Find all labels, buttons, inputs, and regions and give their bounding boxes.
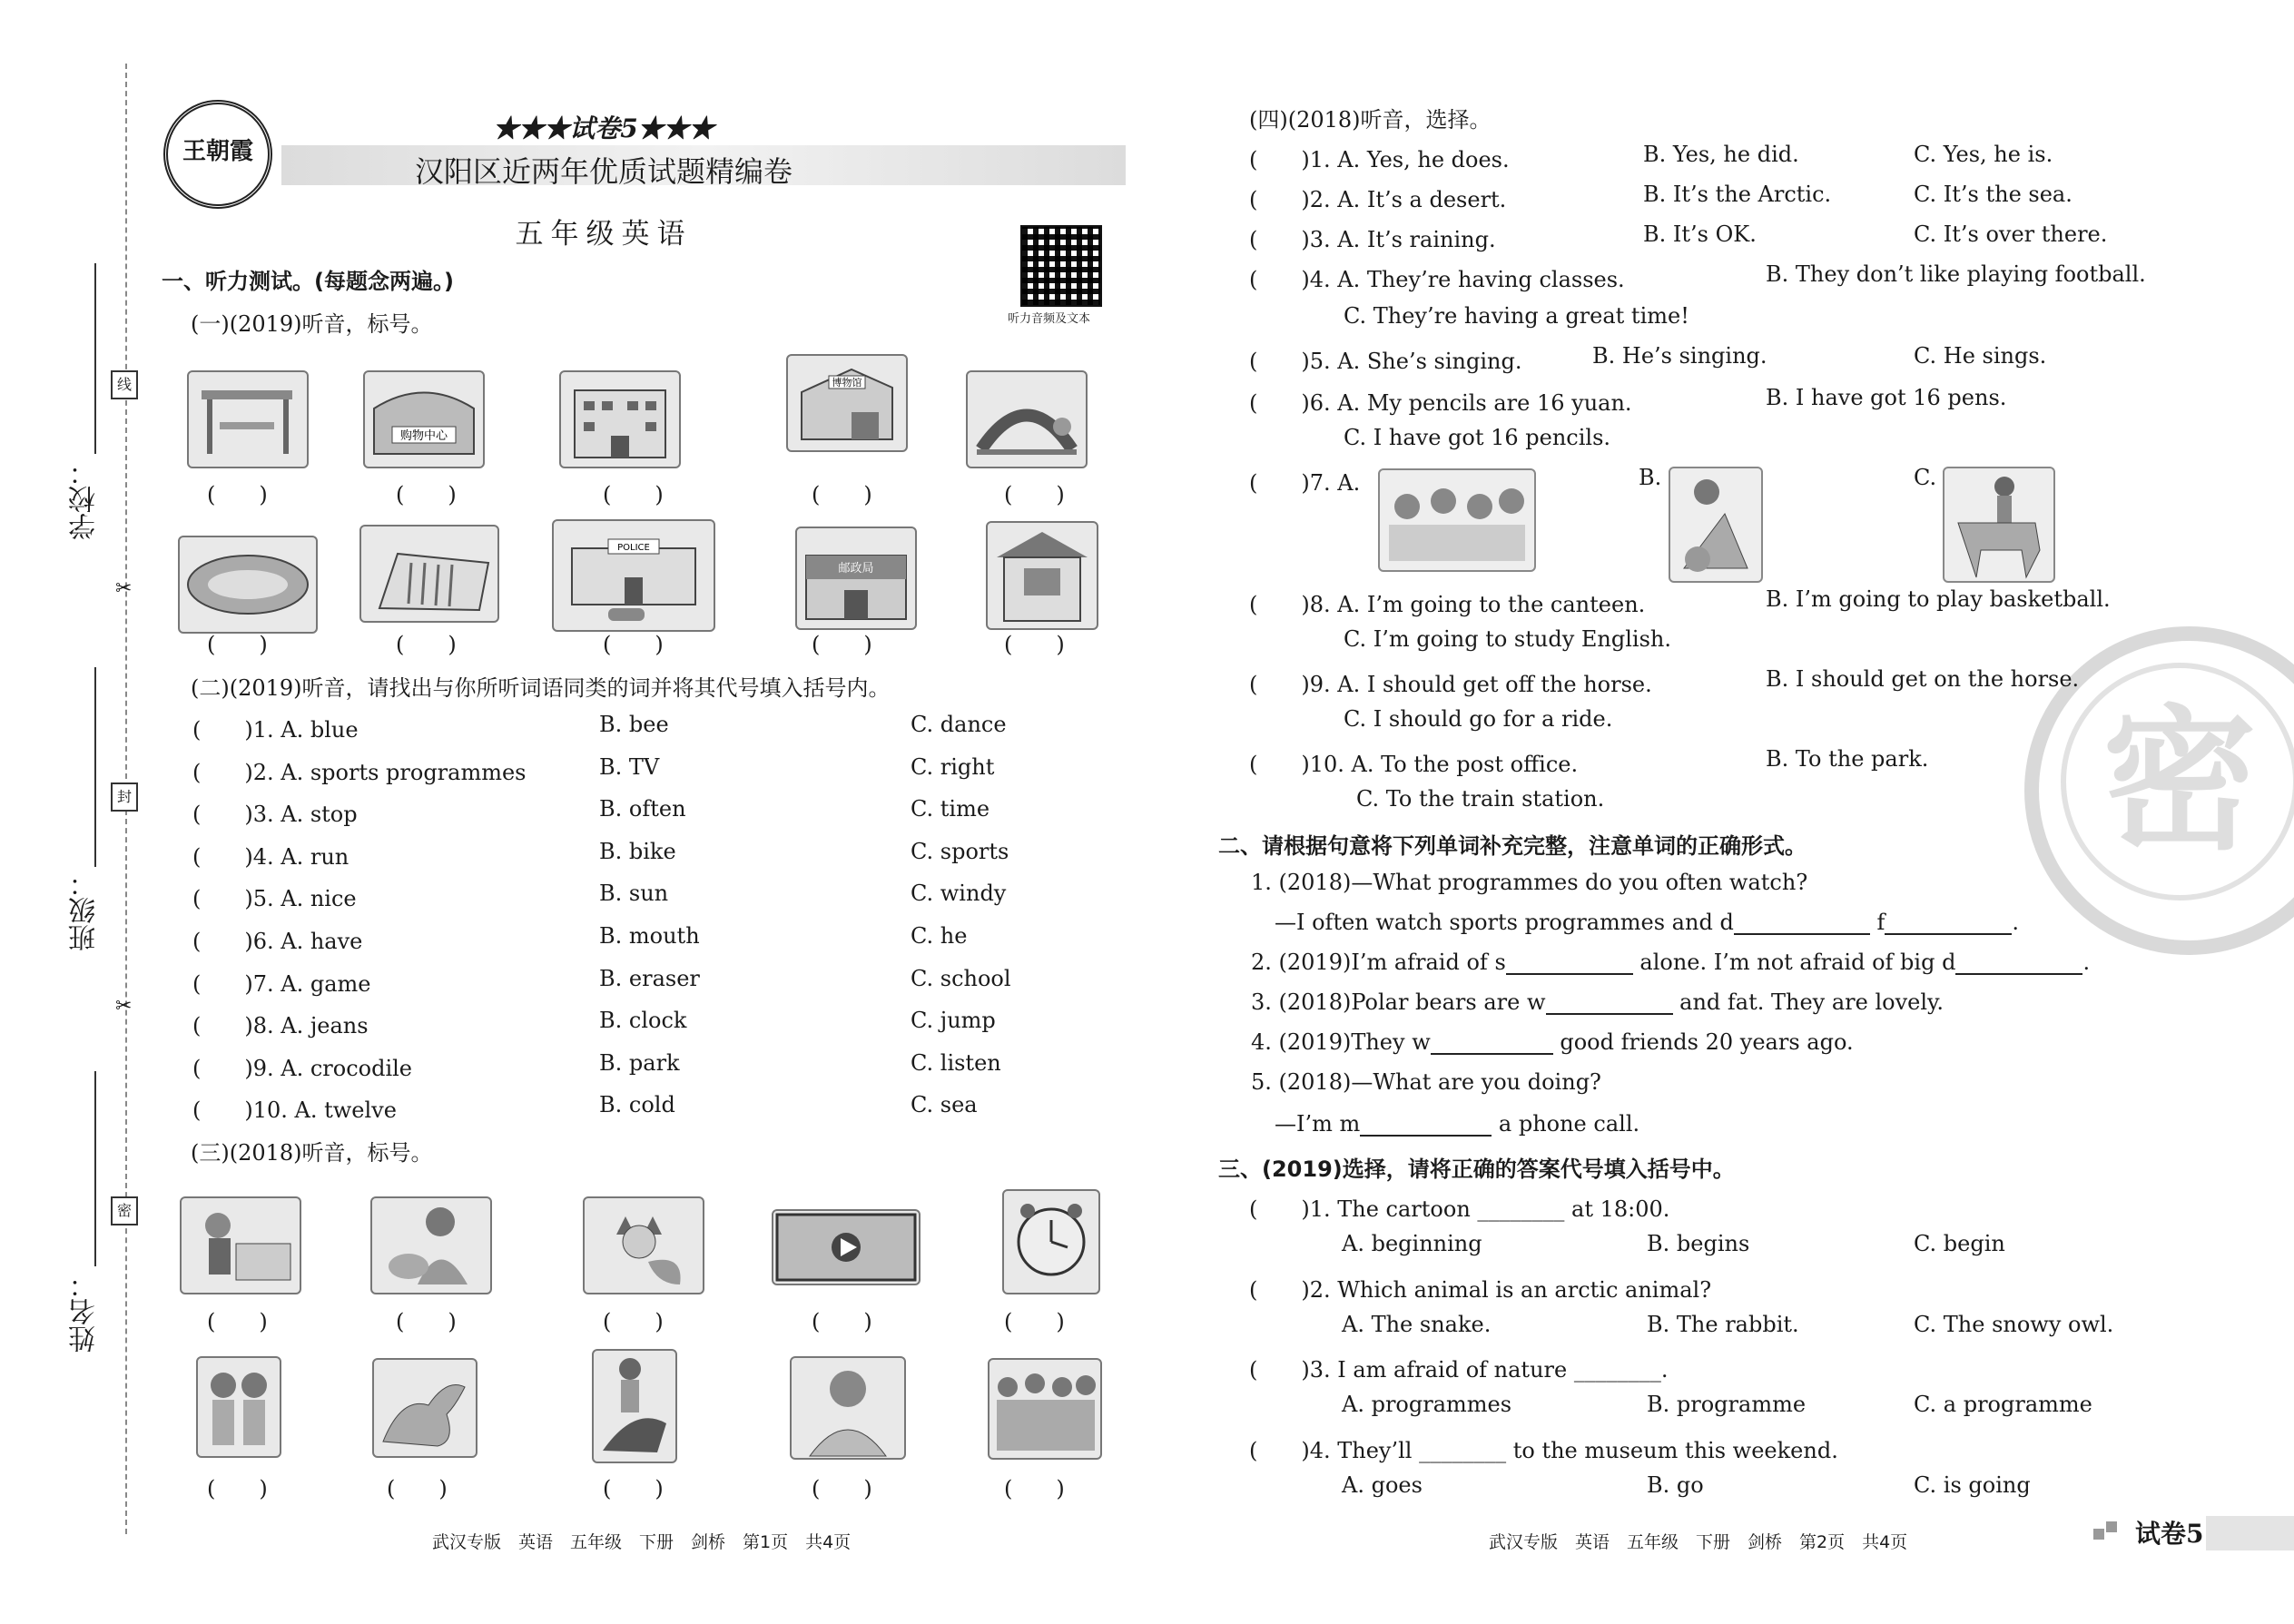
museum-icon	[786, 354, 908, 452]
option-c: C. time	[911, 796, 990, 822]
option-c: C. he	[911, 923, 968, 949]
option-b: B. I’m going to play basketball.	[1766, 586, 2111, 612]
part2-heading: 二、请根据句意将下列单词补充完整，注意单词的正确形式。	[1218, 833, 1807, 859]
grammar-question[interactable]: ( )4. They’ll ________ to the museum this weekend.	[1249, 1437, 1838, 1463]
grammar-question[interactable]: ( )2. Which animal is an arctic animal?	[1249, 1276, 1712, 1303]
subject-title: 五年级英语	[515, 218, 693, 251]
option-c: C. windy	[911, 881, 1007, 907]
question-option-a[interactable]: ( )4. A. run	[192, 843, 350, 870]
question-option-a[interactable]: ( )10. A. twelve	[192, 1097, 397, 1124]
paper-number: ★★★试卷5★★★	[493, 113, 714, 143]
option-a: A. beginning	[1342, 1231, 1482, 1256]
qr-code	[1020, 225, 1102, 307]
hospital-icon	[559, 370, 681, 468]
question-option-a[interactable]: ( )3. A. It’s raining.	[1249, 227, 1496, 252]
option-b: B. It’s the Arctic.	[1643, 182, 1832, 207]
answer-paren[interactable]: ( )	[387, 1476, 448, 1501]
question-option-a[interactable]: ( )1. A. Yes, he does.	[1249, 147, 1510, 172]
option-a: A. programmes	[1342, 1392, 1512, 1417]
confidential-seal-text: 密	[2061, 663, 2294, 901]
option-b: B. bike	[599, 838, 676, 864]
option-b: B. The rabbit.	[1647, 1311, 1799, 1337]
option-b: B. eraser	[599, 965, 700, 991]
alarm-clock-icon	[1002, 1189, 1100, 1294]
part1-sub4-heading: (四)(2018)听音，选择。	[1249, 107, 1492, 133]
shopping-center-icon	[363, 370, 485, 468]
corner-band	[2206, 1516, 2294, 1550]
option-c: C. Yes, he is.	[1914, 142, 2053, 167]
part2-q5-question: 5. (2018)—What are you doing?	[1251, 1069, 1601, 1095]
answer-paren[interactable]: ( )	[1004, 632, 1065, 657]
question-option-a[interactable]: ( )5. A. She’s singing.	[1249, 349, 1522, 374]
fill-blank[interactable]	[1360, 1113, 1492, 1137]
svg-text:博物馆: 博物馆	[832, 377, 862, 389]
crowd-cheering-icon	[988, 1358, 1102, 1460]
option-c: C. I have got 16 pencils.	[1344, 425, 1611, 450]
question-option-a[interactable]: ( )3. A. stop	[192, 802, 358, 828]
part2-q4: 4. (2019)They w good friends 20 years ago.	[1251, 1029, 1854, 1055]
option-c: C. They’re having a great time!	[1344, 303, 1689, 329]
grammar-question[interactable]: ( )3. I am afraid of nature ________.	[1249, 1357, 1669, 1383]
option-c: C. begin	[1914, 1231, 2005, 1256]
question-option-a[interactable]: ( )9. A. I should get off the horse.	[1249, 672, 1652, 697]
option-c: C. To the train station.	[1356, 786, 1605, 812]
answer-paren[interactable]: ( )	[603, 1309, 664, 1334]
name-fill-line	[94, 1071, 96, 1266]
post-office-icon	[795, 527, 917, 630]
option-b: B. go	[1647, 1471, 1704, 1498]
option-c: C.	[1914, 465, 1937, 490]
question-option-a[interactable]: ( )4. A. They’re having classes.	[1249, 267, 1625, 292]
page-title: 汉阳区近两年优质试题精编卷	[414, 154, 793, 189]
part1-sub1-heading: (一)(2019)听音，标号。	[191, 311, 433, 337]
part1-sub2-heading: (二)(2019)听音，请找出与你所听词语同类的词并将其代号填入括号内。	[191, 675, 891, 701]
option-b: B. programme	[1647, 1392, 1807, 1417]
answer-paren[interactable]: ( )	[207, 1309, 268, 1334]
fill-blank[interactable]	[1506, 951, 1633, 975]
grammar-question[interactable]: ( )1. The cartoon ________ at 18:00.	[1249, 1196, 1670, 1222]
fill-blank[interactable]	[1431, 1031, 1553, 1055]
option-c: C. sea	[911, 1092, 978, 1118]
tv-video-icon	[772, 1209, 921, 1285]
shop-icon	[986, 521, 1098, 630]
seal-mark-3: 密	[111, 1196, 138, 1225]
corner-square	[2093, 1529, 2104, 1540]
part2-q1-answer: —I often watch sports programmes and d f .	[1275, 910, 2019, 935]
bus-stop-icon	[187, 370, 309, 468]
seal-mark-1: 线	[111, 370, 138, 399]
svg-text:购物中心: 购物中心	[399, 429, 448, 443]
part1-sub3-heading: (三)(2018)听音，标号。	[191, 1140, 433, 1166]
jet-ski-icon	[592, 1349, 677, 1463]
question-option-a[interactable]: ( )9. A. crocodile	[192, 1055, 413, 1081]
publisher-logo: 王朝霞	[163, 100, 272, 209]
seal-mark-2: 封	[111, 782, 138, 812]
option-b: B. sun	[599, 881, 669, 907]
school-label: 学校：	[69, 458, 101, 540]
option-c: C. a programme	[1914, 1392, 2092, 1417]
footer-left: 武汉专版 英语 五年级 下册 剑桥 第1页 共4页	[432, 1532, 852, 1552]
option-c: C. jump	[911, 1008, 996, 1034]
option-c: C. sports	[911, 838, 1009, 864]
option-c: C. is going	[1914, 1471, 2031, 1498]
question-option-a[interactable]: ( )1. A. blue	[192, 717, 359, 743]
option-a: A. The snake.	[1342, 1311, 1492, 1337]
option-b: B. Yes, he did.	[1643, 142, 1799, 167]
option-b: B. park	[599, 1049, 680, 1076]
option-b: B.	[1639, 465, 1662, 490]
answer-paren[interactable]: ( )	[812, 1476, 872, 1501]
fox-icon	[583, 1196, 704, 1294]
corner-square	[2106, 1521, 2117, 1532]
option-c: C. school	[911, 965, 1011, 991]
answer-paren[interactable]: ( )	[812, 1309, 872, 1334]
school-fill-line	[94, 263, 96, 454]
dinosaur-icon	[372, 1358, 478, 1458]
part1-heading: 一、听力测试。(每题念两遍。)	[162, 269, 454, 294]
option-b: B. often	[599, 796, 686, 822]
class-label: 班级：	[69, 870, 101, 951]
part2-q1-question: 1. (2018)—What programmes do you often watch?	[1251, 870, 1808, 895]
question-option-a[interactable]: ( )2. A. It’s a desert.	[1249, 187, 1507, 212]
park-gate-icon	[966, 370, 1088, 468]
question-option-a[interactable]: ( )6. A. have	[192, 929, 363, 954]
police-station-icon	[552, 519, 715, 632]
answer-paren[interactable]: ( )	[396, 632, 457, 657]
option-b: B. He’s singing.	[1592, 343, 1767, 369]
option-b: B. It’s OK.	[1643, 221, 1757, 247]
answer-paren[interactable]: ( )	[603, 632, 664, 657]
answer-paren[interactable]: ( )	[1004, 482, 1065, 507]
option-c: C. I’m going to study English.	[1344, 626, 1671, 652]
question-option-a[interactable]: ( )6. A. My pencils are 16 yuan.	[1249, 390, 1632, 416]
class-fill-line	[94, 667, 96, 867]
svg-text:POLICE: POLICE	[617, 543, 650, 553]
option-c: C. dance	[911, 712, 1007, 737]
question-option-a[interactable]: ( )7. A. game	[192, 970, 371, 997]
part2-q3: 3. (2018)Polar bears are w and fat. They are lovely.	[1251, 989, 1944, 1015]
part2-q2: 2. (2019)I’m afraid of s alone. I’m not afraid of big d .	[1251, 950, 2091, 975]
fill-blank[interactable]	[1546, 991, 1673, 1015]
fill-blank[interactable]	[1955, 951, 2082, 975]
friends-talking-icon	[196, 1356, 281, 1458]
question-option-a[interactable]: ( )7. A.	[1249, 470, 1361, 496]
answer-paren[interactable]: ( )	[603, 482, 664, 507]
answer-paren[interactable]: ( )	[207, 1476, 268, 1501]
name-label: 姓名：	[69, 1271, 101, 1353]
answer-paren[interactable]: ( )	[207, 632, 268, 657]
option-c: C. It’s the sea.	[1914, 182, 2072, 207]
qr-caption: 听力音频及文本	[1008, 312, 1091, 326]
horse-rider-icon	[1943, 467, 2055, 583]
svg-text:邮政局: 邮政局	[838, 562, 874, 576]
paper-tag: 试卷5	[2135, 1519, 2204, 1549]
option-b: B. TV	[599, 753, 660, 780]
option-c: C. It’s over there.	[1914, 221, 2108, 247]
fill-blank[interactable]	[1885, 911, 2012, 935]
option-a: A. goes	[1342, 1471, 1423, 1498]
option-c: C. The snowy owl.	[1914, 1311, 2114, 1337]
scissor-icon: ✂	[115, 995, 133, 1018]
beach-chair-icon	[1669, 467, 1763, 583]
kids-playing-icon	[1378, 468, 1536, 572]
option-b: B. begins	[1647, 1231, 1750, 1256]
option-b: B. I have got 16 pens.	[1766, 385, 2007, 410]
answer-paren[interactable]: ( )	[812, 482, 872, 507]
option-c: C. right	[911, 753, 995, 780]
man-with-dog-icon	[370, 1196, 492, 1294]
option-b: B. To the park.	[1766, 746, 1929, 772]
option-b: B. cold	[599, 1092, 675, 1118]
answer-paren[interactable]: ( )	[812, 632, 872, 657]
option-b: B. I should get on the horse.	[1766, 666, 2080, 692]
answer-paren[interactable]: ( )	[396, 1309, 457, 1334]
option-c: C. He sings.	[1914, 343, 2047, 369]
part3-heading: 三、(2019)选择，请将正确的答案代号填入括号中。	[1218, 1156, 1735, 1182]
question-option-a[interactable]: ( )8. A. jeans	[192, 1013, 369, 1039]
footer-right: 武汉专版 英语 五年级 下册 剑桥 第2页 共4页	[1489, 1532, 1908, 1552]
cooking-icon	[180, 1196, 301, 1294]
question-option-a[interactable]: ( )2. A. sports programmes	[192, 759, 527, 785]
option-c: C. I should go for a ride.	[1344, 706, 1613, 732]
answer-paren[interactable]: ( )	[603, 1476, 664, 1501]
option-b: B. mouth	[599, 923, 700, 949]
option-b: B. clock	[599, 1008, 687, 1034]
part2-q5-answer: —I’m m a phone call.	[1275, 1111, 1640, 1137]
answer-paren[interactable]: ( )	[1004, 1309, 1065, 1334]
option-b: B. They don’t like playing football.	[1766, 261, 2146, 287]
scissor-icon: ✂	[115, 577, 133, 600]
stadium-icon	[178, 536, 318, 634]
answer-paren[interactable]: ( )	[396, 482, 457, 507]
fill-blank[interactable]	[1734, 911, 1870, 935]
answer-paren[interactable]: ( )	[207, 482, 268, 507]
option-c: C. listen	[911, 1049, 1001, 1076]
library-icon	[359, 525, 499, 623]
question-option-a[interactable]: ( )10. A. To the post office.	[1249, 752, 1579, 777]
answer-paren[interactable]: ( )	[1004, 1476, 1065, 1501]
man-thinking-icon	[790, 1356, 906, 1460]
question-option-a[interactable]: ( )8. A. I’m going to the canteen.	[1249, 592, 1646, 617]
option-b: B. bee	[599, 712, 669, 737]
question-option-a[interactable]: ( )5. A. nice	[192, 886, 357, 912]
